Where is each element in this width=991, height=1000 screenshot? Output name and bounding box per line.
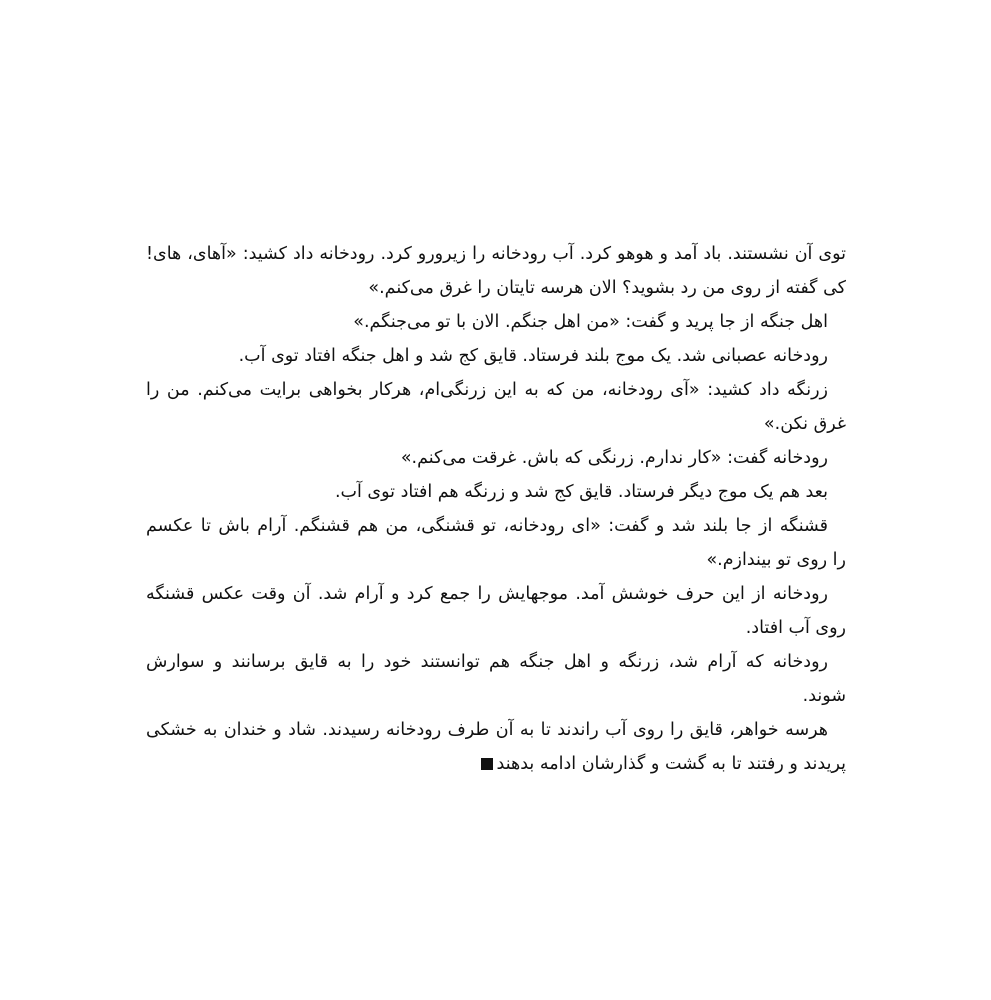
story-text <box>146 237 846 781</box>
story-line: قشنگه از جا بلند شد و گفت: «ای رودخانه، تو قشنگی، من هم قشنگم. آرام باش تا عکسم <box>146 516 828 536</box>
story-line: رودخانه گفت: «کار ندارم. زرنگی که باش. غرقت می‌کنم.» <box>400 448 828 468</box>
story-line: بعد هم یک موج دیگر فرستاد. قایق کج شد و زرنگه هم افتاد توی آب. <box>334 482 828 502</box>
story-line: شوند. <box>802 686 846 706</box>
story-line: کی گفته از روی من رد بشوید؟ الان هرسه تایتان را غرق می‌کنم.» <box>368 278 846 298</box>
story-last-line <box>146 747 846 781</box>
story-line: رودخانه که آرام شد، زرنگه و اهل جنگه هم توانستند خود را به قایق برسانند و سوارش <box>146 652 828 672</box>
story-line: را روی تو بیندازم.» <box>706 550 846 570</box>
story-line: رودخانه از این حرف خوشش آمد. موجهایش را جمع کرد و آرام شد. آن وقت عکس قشنگه <box>146 584 828 604</box>
story-line: اهل جنگه از جا پرید و گفت: «من اهل جنگم. الان با تو می‌جنگم.» <box>353 312 828 332</box>
story-line: غرق نکن.» <box>763 414 846 434</box>
story-line: زرنگه داد کشید: «آی رودخانه، من که به این زرنگی‌ام، هرکار بخواهی برایت می‌کنم. من را <box>146 380 828 400</box>
story-line: توی آن نشستند. باد آمد و هوهو کرد. آب رودخانه را زیرورو کرد. رودخانه داد کشید: «آهای، های! <box>146 244 846 264</box>
story-line: پریدند و رفتند تا به گشت و گذارشان ادامه بدهند <box>496 754 846 774</box>
story-line: روی آب افتاد. <box>745 618 846 638</box>
end-square-icon <box>481 758 493 770</box>
story-line: هرسه خواهر، قایق را روی آب راندند تا به آن طرف رودخانه رسیدند. شاد و خندان به خشکی <box>146 720 828 740</box>
story-line: رودخانه عصبانی شد. یک موج بلند فرستاد. قایق کج شد و اهل جنگه افتاد توی آب. <box>238 346 828 366</box>
